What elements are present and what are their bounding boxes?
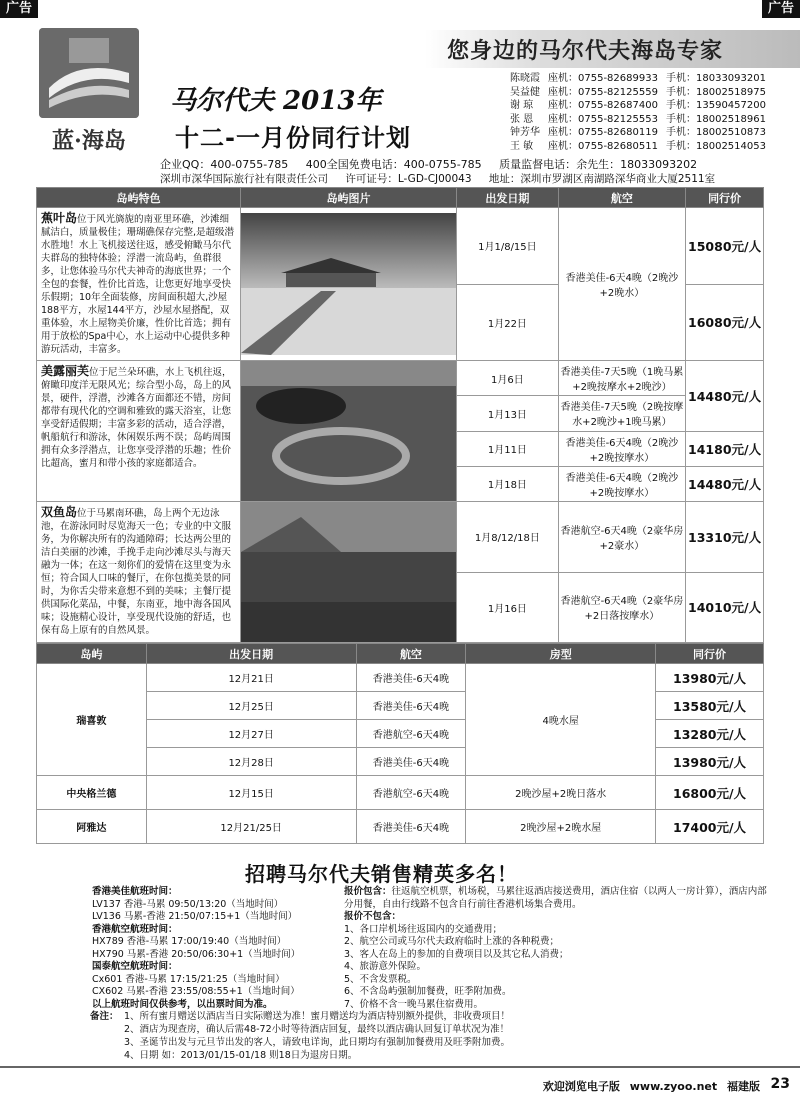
column-header: 航空 — [558, 188, 685, 208]
address-info: 地址：深圳市罗湖区南湖路深华商业大厦2511室 — [488, 173, 716, 185]
footer-site-link[interactable]: www.zyoo.net — [629, 1080, 718, 1093]
supervisor-info: 质量监督电话：余先生：18033093202 — [499, 158, 698, 171]
page-number: 23 — [770, 1076, 790, 1092]
december-plan-table — [36, 643, 764, 844]
exclude-item: 1、各口岸机场往返国内的交通费用； — [344, 923, 503, 935]
flight-times — [92, 886, 332, 1011]
airline-info: 香港美佳-6天4晚（2晚沙+2晚按摩水） — [558, 466, 685, 501]
price: 14180元/人 — [686, 431, 764, 466]
flight-line: LV137 香港-马累 09:50/13:20（当地时间） — [92, 898, 284, 910]
room-type: 2晚沙屋+2晚水屋 — [466, 810, 656, 844]
price: 13980元/人 — [656, 748, 764, 776]
price: 14480元/人 — [686, 466, 764, 501]
column-header: 同行价 — [686, 188, 764, 208]
price: 14010元/人 — [686, 572, 764, 643]
island-feature: 美露丽芙位于尼兰朵环礁，水上飞机往返，俯瞰印度洋无限风光；综合型小岛，岛上的风景，硬件，浮潜，沙滩各方面都还不错，房间都带有现代化的空调和雅致的露天浴室，让您享受舒适假期；丰富多彩的活动，适合浮潜，帆船航行和游泳，休闲娱乐两不误；岛屿周围拥有众多浮潜点，让您享受浮潜的乐趣；性价比超高，蜜月和带小孩的家庭都适合。 — [37, 361, 241, 502]
footer-divider — [0, 1066, 800, 1068]
ad-tag-right: 广告 — [762, 0, 800, 18]
package-info — [344, 886, 774, 1011]
departure-date: 12月27日 — [146, 720, 356, 748]
airline-info: 香港美佳-7天5晚（2晚按摩水+2晚沙+1晚马累） — [558, 396, 685, 431]
banner-title: 您身边的马尔代夫海岛专家 — [447, 39, 724, 64]
departure-date: 1月13日 — [457, 396, 559, 431]
price: 16800元/人 — [656, 776, 764, 810]
company-name: 深圳市深华国际旅行社有限责任公司 — [160, 173, 328, 185]
departure-date: 1月11日 — [457, 431, 559, 466]
column-header: 岛屿图片 — [241, 188, 457, 208]
exclude-item: 6、不含岛屿强制加餐费，旺季附加费。 — [344, 986, 512, 997]
price: 13310元/人 — [686, 502, 764, 573]
airline-info: 香港美佳-6天4晚 — [356, 692, 466, 720]
airline-info: 香港美佳-6天4晚 — [356, 810, 466, 844]
airline-info: 香港航空-6天4晚 — [356, 776, 466, 810]
price: 13980元/人 — [656, 664, 764, 692]
airline-info: 香港美佳-6天4晚（2晚沙+2晚水） — [558, 208, 685, 361]
column-header: 岛屿特色 — [37, 188, 241, 208]
flight-line: CX602 马累-香港 23:55/08:55+1（当地时间） — [92, 986, 300, 997]
room-type: 2晚沙屋+2晚日落水 — [466, 776, 656, 810]
room-type: 4晚水屋 — [466, 664, 656, 776]
license-info: 许可证号：L-GD-CJ00043 — [345, 173, 472, 185]
price: 13280元/人 — [656, 720, 764, 748]
island-photo — [241, 502, 457, 643]
flight-line: 香港航空航班时间： — [92, 923, 178, 935]
airline-info: 香港航空-6天4晚（2豪华房+2日落按摩水） — [558, 572, 685, 643]
flight-line: Cx601 香港-马累 17:15/21:25（当地时间） — [92, 973, 285, 985]
logo-wave-icon — [39, 28, 139, 118]
page-title: 马尔代夫 2013年 — [170, 86, 382, 116]
info-line-1 — [160, 156, 711, 172]
table-header-row — [37, 644, 764, 664]
logo-text: 蓝·海岛 — [52, 128, 126, 154]
flight-line: 以上航班时间仅供参考，以出票时间为准。 — [92, 998, 273, 1010]
flight-line: 香港美佳航班时间： — [92, 886, 178, 897]
contact-row: 张 恩 座机：0755-82125553 手机：18002518961 — [510, 113, 766, 125]
departure-date: 1月6日 — [457, 361, 559, 396]
departure-date: 12月15日 — [146, 776, 356, 810]
exclude-item: 2、航空公司或马尔代夫政府临时上涨的各种税费； — [344, 936, 560, 947]
flight-line: 国泰航空航班时间： — [92, 961, 178, 972]
price: 17400元/人 — [656, 810, 764, 844]
island-feature: 双鱼岛位于马累南环礁，岛上两个无边泳池，在游泳同时尽览海天一色；专业的中文服务，为你解决所有的沟通障碍；长达两公里的洁白美丽的沙滩，手挽手走向沙滩尽头与海天融为一体；在这一刻你们的爱情在这里变为永恒；符合国人口味的餐厅，在你包揽美景的同时，为你舌尖带来意想不到的美味；主餐厅提供国际化菜品，中餐，东南亚，地中海各国风味；设施精心设计，享受现代设施的舒适，也保有岛上原有的自然风景。 — [37, 502, 241, 643]
island-name: 瑞喜敦 — [37, 664, 147, 776]
column-header: 房型 — [466, 644, 656, 664]
island-photo — [241, 361, 457, 502]
island-plan-table — [36, 187, 764, 643]
table-header-row — [37, 188, 764, 208]
airline-info: 香港航空-6天4晚 — [356, 720, 466, 748]
departure-date: 1月8/12/18日 — [457, 502, 559, 573]
departure-date: 1月1/8/15日 — [457, 208, 559, 285]
footer-welcome: 欢迎浏览电子版 — [542, 1080, 620, 1093]
package-excludes-label: 报价不包含： — [344, 911, 402, 922]
airline-info: 香港美佳-7天5晚（1晚马累+2晚按摩水+2晚沙） — [558, 361, 685, 396]
contact-row: 钟芳华 座机：0755-82680119 手机：18002510873 — [510, 127, 766, 138]
note-row: 2、酒店为现查房，确认后需48-72小时等待酒店回复，最终以酒店确认回复订单状况为准！ — [124, 1024, 510, 1035]
column-header: 同行价 — [656, 644, 764, 664]
departure-date: 12月25日 — [146, 692, 356, 720]
departure-date: 12月21/25日 — [146, 810, 356, 844]
airline-info: 香港美佳-6天4晚 — [356, 748, 466, 776]
table-row — [37, 664, 764, 692]
hotline-info: 400全国免费电话：400-0755-785 — [305, 158, 482, 171]
island-name: 中央格兰德 — [37, 776, 147, 810]
table-row — [37, 776, 764, 810]
island-photo — [241, 208, 457, 361]
airline-info: 香港美佳-6天4晚 — [356, 664, 466, 692]
exclude-item: 5、不含发票税。 — [344, 973, 417, 985]
contact-row: 王 敏 座机：0755-82680511 手机：18002514053 — [510, 140, 766, 152]
airline-info: 香港航空-6天4晚（2豪华房+2豪水） — [558, 502, 685, 573]
contact-row: 吴益健 座机：0755-82125559 手机：18002518975 — [510, 86, 766, 98]
departure-date: 12月21日 — [146, 664, 356, 692]
page-subtitle: 十二-一月份同行计划 — [175, 124, 411, 152]
exclude-item: 7、价格不含一晚马累住宿费用。 — [344, 998, 484, 1010]
departure-date: 12月28日 — [146, 748, 356, 776]
flight-line: HX790 马累-香港 20:50/06:30+1（当地时间） — [92, 948, 301, 960]
price: 16080元/人 — [686, 284, 764, 361]
island-name: 阿雅达 — [37, 810, 147, 844]
table-row — [37, 208, 764, 285]
table-row — [37, 361, 764, 396]
column-header: 航空 — [356, 644, 466, 664]
ad-tag-left: 广告 — [0, 0, 38, 18]
price: 14480元/人 — [686, 361, 764, 432]
contact-list — [510, 72, 800, 153]
footer-edition: 福建版 — [727, 1080, 760, 1093]
note-row: 3、圣诞节出发与元旦节出发的客人，请致电详询，此日期均有强制加餐费用及旺季附加费。 — [124, 1037, 511, 1048]
airline-info: 香港美佳-6天4晚（2晚沙+2晚按摩水） — [558, 431, 685, 466]
contact-row: 陈晓霞 座机：0755-82689933 手机：18033093201 — [510, 73, 766, 84]
column-header: 岛屿 — [37, 644, 147, 664]
notes — [90, 1010, 770, 1062]
price: 15080元/人 — [686, 208, 764, 285]
footer — [537, 1078, 760, 1094]
note-row: 4、日期 如：2013/01/15-01/18 则18日为退房日期。 — [124, 1050, 358, 1061]
table-row — [37, 502, 764, 573]
recruit-heading: 招聘马尔代夫销售精英多名！ — [245, 862, 518, 886]
flight-line: HX789 香港-马累 17:00/19:40（当地时间） — [92, 936, 287, 947]
exclude-item: 4、旅游意外保险。 — [344, 961, 427, 972]
departure-date: 1月22日 — [457, 284, 559, 361]
departure-date: 1月16日 — [457, 572, 559, 643]
note-row: 备注： 1、所有蜜月赠送以酒店当日实际赠送为准！蜜月赠送均为酒店特别额外提供，非收费项目！ — [90, 1011, 511, 1022]
column-header: 出发日期 — [146, 644, 356, 664]
logo — [30, 28, 148, 158]
flight-line: LV136 马累-香港 21:50/07:15+1（当地时间） — [92, 911, 298, 922]
info-line-2 — [160, 171, 729, 186]
exclude-item: 3、客人在岛上的参加的自费项目以及其它私人消费； — [344, 948, 569, 960]
departure-date: 1月18日 — [457, 466, 559, 501]
contact-row: 谢 琼 座机：0755-82687400 手机：13590457200 — [510, 100, 766, 111]
island-feature: 蕉叶岛位于风光旖旎的南亚里环礁，沙滩细腻洁白，质量极佳；珊瑚礁保存完整,是超级潜水胜地！水上飞机接送往返，感受俯瞰马尔代夫群岛的独特体验；浮潜一流岛屿，鱼群很多，让您体验马尔代夫神奇的海底世界；一个全包的套餐，性价比首选，让您更好地享受快乐假期；10年全面装修，房间面积超大,沙屋188平方，水屋144平方，沙屋水屋搭配，双重体验，水上屋物美价廉，性价比首选；拥有用于放松的Spa中心，水上运动中心提供多种游玩活动，丰富多。 — [37, 208, 241, 361]
table-row — [37, 810, 764, 844]
qq-info: 企业QQ：400-0755-785 — [160, 158, 289, 171]
package-includes: 报价包含：往返航空机票，机场税，马累往返酒店接送费用，酒店住宿（以两人一房计算），酒店内部分用餐，自由行线路不包含自行前往香港机场集合费用。 — [344, 886, 767, 910]
price: 13580元/人 — [656, 692, 764, 720]
column-header: 出发日期 — [457, 188, 559, 208]
